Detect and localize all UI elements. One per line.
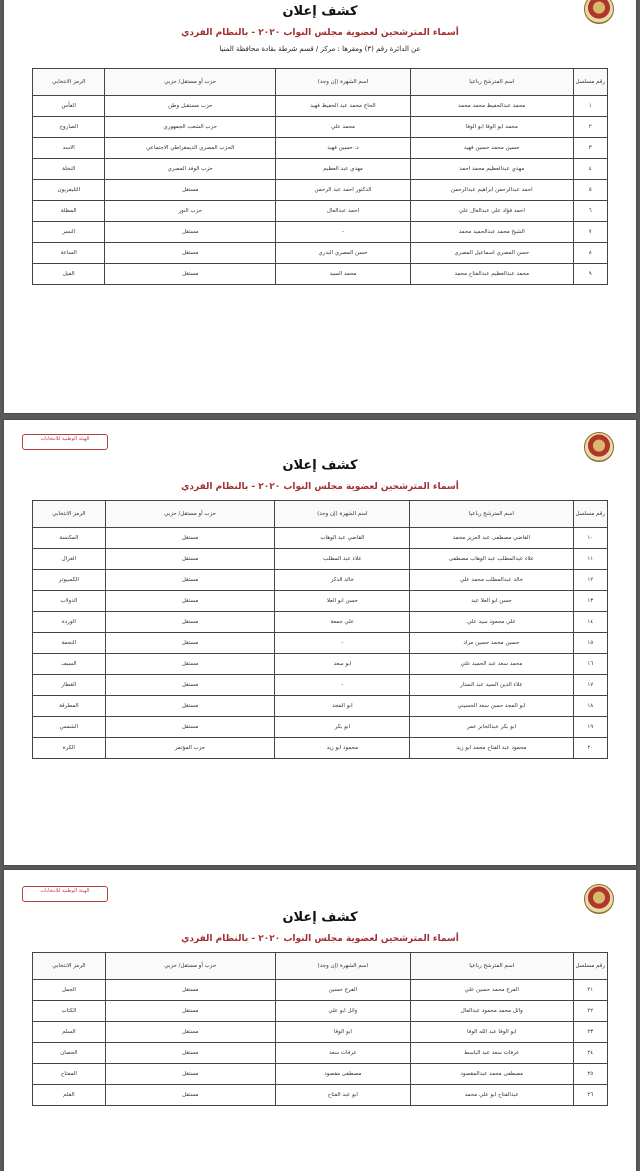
candidate-name-cell: علاء عبدالمطلب عبد الوهاب مصطفى [410,549,573,570]
symbol-header: الرمز الانتخابي [33,953,106,980]
serial-number-cell: ١٤ [573,612,607,633]
symbol-cell: الجمل [33,980,106,1001]
serial-number-cell: ١٥ [573,633,607,654]
party-cell: مستقل [105,717,275,738]
page-title: كشف إعلان [282,458,358,473]
nickname-cell: د. حسين فهيد [275,138,410,159]
party-header: حزب أو مستقل/ حزبي [105,69,275,96]
nickname-cell: ابو بكر [275,717,410,738]
symbol-cell: الكتاب [33,1001,106,1022]
party-cell: مستقل [105,612,275,633]
symbol-cell: الشمس [33,717,106,738]
page-subtitle: أسماء المترشحين لعضوية مجلس النواب ٢٠٢٠ - بالنظام الفردي [181,482,459,492]
symbol-cell: الفيل [33,264,105,285]
symbol-cell: المكنسة [33,528,106,549]
serial-number-cell: ٢٤ [573,1043,607,1064]
serial-number-cell: ٥ [573,180,607,201]
table-row [33,1043,608,1064]
table-row [33,96,608,117]
candidate-name-cell: محمد سعد عبد الحميد علي [410,654,573,675]
candidate-name-header: اسم المترشح رباعيا [410,501,573,528]
symbol-header: الرمز الانتخابي [33,69,105,96]
nickname-cell: القاضي عبد الوهاب [275,528,410,549]
symbol-cell: الغزال [33,549,106,570]
candidate-name-cell: محمد عبدالعظيم عبدالفتاح محمد [411,264,574,285]
candidate-name-cell: مهدي عبدالعظيم محمد احمد [411,159,574,180]
party-cell: مستقل [105,1085,275,1106]
party-cell: مستقل [105,222,275,243]
party-header: حزب أو مستقل/ حزبي [105,953,275,980]
nickname-cell: مصطفى مقصود [275,1064,410,1085]
symbol-cell: النخلة [33,159,105,180]
symbol-cell: الساعة [33,243,105,264]
symbol-cell: النجمة [33,633,106,654]
table-row [33,243,608,264]
serial-number-header: رقم مسلسل [573,501,607,528]
party-cell: مستقل [105,180,275,201]
candidate-name-cell: خالد عبدالمطلب محمد علي [410,570,573,591]
symbol-cell: الوردة [33,612,106,633]
table-body [33,980,608,1106]
candidate-name-cell: الفرج محمد حسين علي [410,980,573,1001]
candidate-name-header: اسم المترشح رباعيا [410,953,573,980]
page-title: كشف إعلان [282,4,358,19]
nickname-cell: احمد عبدالعال [275,201,410,222]
candidate-name-cell: مصطفى محمد عبدالمقصود [410,1064,573,1085]
symbol-cell: الدولاب [33,591,106,612]
serial-number-cell: ٤ [573,159,607,180]
serial-number-cell: ٧ [573,222,607,243]
table-row [33,980,608,1001]
nickname-cell: - [275,222,410,243]
serial-number-cell: ١٠ [573,528,607,549]
party-cell: مستقل [105,243,275,264]
table-row [33,654,608,675]
candidate-name-cell: الشيخ محمد عبدالحميد محمد [411,222,574,243]
table-body [33,96,608,285]
table-body [33,528,608,759]
serial-number-cell: ١٨ [573,696,607,717]
nickname-cell: الدكتور احمد عبد الرحمن [275,180,410,201]
party-cell: مستقل [105,1001,275,1022]
nickname-cell: حسن ابو العلا [275,591,410,612]
nickname-cell: ابو عبد الفتاح [275,1085,410,1106]
table-row [33,1022,608,1043]
table-header [33,953,608,980]
table-row [33,633,608,654]
candidate-name-cell: حسن ابو العلا عيد [410,591,573,612]
nickname-cell: ابو سعد [275,654,410,675]
candidate-name-cell: حسين محمد حسين فهيد [411,138,574,159]
document-page-3 [4,870,636,1171]
table-row [33,717,608,738]
serial-number-cell: ١٩ [573,717,607,738]
candidate-name-cell: حسين محمد حسين مراد [410,633,573,654]
party-cell: مستقل [105,654,275,675]
nickname-header: اسم الشهرة (إن وجد) [275,953,410,980]
table-row [33,201,608,222]
party-cell: حزب الشعب الجمهوري [105,117,275,138]
serial-number-cell: ٣ [573,138,607,159]
nickname-cell: - [275,633,410,654]
serial-number-cell: ١٧ [573,675,607,696]
stamp-label: الهيئة الوطنية للانتخابات [22,886,108,902]
table-row [33,570,608,591]
table-row [33,696,608,717]
table-row [33,117,608,138]
nickname-cell: علي جمعة [275,612,410,633]
party-cell: مستقل [105,696,275,717]
nickname-cell: خالد الدكر [275,570,410,591]
party-cell: مستقل [105,633,275,654]
serial-number-cell: ٢ [573,117,607,138]
party-cell: مستقل [105,980,275,1001]
document-page-2 [4,420,636,865]
serial-number-cell: ١١ [573,549,607,570]
symbol-cell: الكرة [33,738,106,759]
table-row [33,549,608,570]
table-header [33,69,608,96]
candidate-name-cell: احمد عبدالرحمن ابراهيم عبدالرحمن [411,180,574,201]
serial-number-cell: ٢٠ [573,738,607,759]
party-cell: مستقل [105,675,275,696]
document-page-1 [4,0,636,413]
candidates-table [32,500,608,759]
party-cell: مستقل [105,1043,275,1064]
candidate-name-cell: محمد ابو الوفا ابو الوفا [411,117,574,138]
party-cell: مستقل [105,264,275,285]
serial-number-cell: ١٦ [573,654,607,675]
nickname-cell: مهدي عبد العظيم [275,159,410,180]
serial-number-cell: ٢٢ [573,1001,607,1022]
table-row [33,738,608,759]
party-cell: مستقل [105,1022,275,1043]
candidate-name-cell: علي محمود سيد علي [410,612,573,633]
candidate-name-cell: ابو الوفا عبد الله الوفا [410,1022,573,1043]
candidate-name-cell: ابو بكر عبدالجابر عمر [410,717,573,738]
party-cell: حزب الوفد المصري [105,159,275,180]
table-row [33,1064,608,1085]
page-subtitle: أسماء المترشحين لعضوية مجلس النواب ٢٠٢٠ - بالنظام الفردي [181,934,459,944]
symbol-cell: الفأس [33,96,105,117]
symbol-cell: القلم [33,1085,106,1106]
table-header [33,501,608,528]
nickname-cell: الحاج محمد عبد الحفيظ فهيد [275,96,410,117]
party-cell: حزب مستقبل وطن [105,96,275,117]
candidate-name-cell: احمد فؤاد علي عبدالعال علي [411,201,574,222]
candidate-name-cell: عرفات سعد عبد الباسط [410,1043,573,1064]
symbol-cell: النسر [33,222,105,243]
nickname-cell: ابو المجد [275,696,410,717]
symbol-header: الرمز الانتخابي [33,501,106,528]
table-row [33,591,608,612]
symbol-cell: المطرقة [33,696,106,717]
serial-number-cell: ٦ [573,201,607,222]
nickname-header: اسم الشهرة (إن وجد) [275,69,410,96]
candidates-table [32,68,608,285]
table-row [33,675,608,696]
symbol-cell: الاسد [33,138,105,159]
party-cell: مستقل [105,1064,275,1085]
table-row [33,1085,608,1106]
nickname-cell: علاء عبد المطلب [275,549,410,570]
nickname-cell: عرفات سعد [275,1043,410,1064]
serial-number-cell: ٢١ [573,980,607,1001]
serial-number-cell: ٢٣ [573,1022,607,1043]
serial-number-cell: ١٣ [573,591,607,612]
candidate-name-cell: ابو المجد حسن سعد الحسيني [410,696,573,717]
symbol-cell: الحصان [33,1043,106,1064]
serial-number-cell: ١٢ [573,570,607,591]
table-row [33,612,608,633]
symbol-cell: المفتاح [33,1064,106,1085]
table-row [33,222,608,243]
symbol-cell: الكمبيوتر [33,570,106,591]
nickname-cell: محمود ابو زيد [275,738,410,759]
nickname-cell: - [275,675,410,696]
serial-number-cell: ٢٦ [573,1085,607,1106]
symbol-cell: القطار [33,675,106,696]
stamp-label: الهيئة الوطنية للانتخابات [22,434,108,450]
party-cell: الحزب المصري الديمقراطي الاجتماعي [105,138,275,159]
candidate-name-cell: محمد عبدالحفيظ محمد محمد [411,96,574,117]
symbol-cell: السلم [33,1022,106,1043]
party-cell: حزب المؤتمر [105,738,275,759]
page-title: كشف إعلان [282,910,358,925]
party-cell: حزب النور [105,201,275,222]
page-subtitle: أسماء المترشحين لعضوية مجلس النواب ٢٠٢٠ - بالنظام الفردي [181,28,459,38]
serial-number-header: رقم مسلسل [573,69,607,96]
symbol-cell: الصاروخ [33,117,105,138]
symbol-cell: التليفزيون [33,180,105,201]
nickname-cell: وائل ابو علي [275,1001,410,1022]
candidate-name-cell: عبدالفتاح ابو علي محمد [410,1085,573,1106]
serial-number-cell: ١ [573,96,607,117]
serial-number-cell: ٩ [573,264,607,285]
symbol-cell: المظلة [33,201,105,222]
table-row [33,1001,608,1022]
symbol-cell: السيف [33,654,106,675]
table-row [33,264,608,285]
nickname-cell: حسن المصري البدري [275,243,410,264]
party-cell: مستقل [105,591,275,612]
nickname-cell: محمد علي [275,117,410,138]
candidate-name-cell: حسن المصري اسماعيل المصري [411,243,574,264]
candidates-table [32,952,608,1106]
table-row [33,138,608,159]
nickname-header: اسم الشهرة (إن وجد) [275,501,410,528]
serial-number-cell: ٢٥ [573,1064,607,1085]
candidate-name-header: اسم المترشح رباعيا [411,69,574,96]
nickname-cell: الفرج حسين [275,980,410,1001]
district-info: عن الدائرة رقم (٣) ومقرها : مركز / قسم شرطة بقادة محافظة المنيا [219,45,421,53]
table-row [33,528,608,549]
candidate-name-cell: علاء الدين السيد عبد الستار [410,675,573,696]
serial-number-cell: ٨ [573,243,607,264]
table-row [33,159,608,180]
party-header: حزب أو مستقل/ حزبي [105,501,275,528]
candidate-name-cell: القاضي مصطفى عبد العزيز محمد [410,528,573,549]
serial-number-header: رقم مسلسل [573,953,607,980]
party-cell: مستقل [105,528,275,549]
candidate-name-cell: محمود عبد الفتاح محمد ابو زيد [410,738,573,759]
nickname-cell: محمد السيد [275,264,410,285]
candidate-name-cell: وائل محمد محمود عبدالعال [410,1001,573,1022]
table-row [33,180,608,201]
party-cell: مستقل [105,570,275,591]
nickname-cell: ابو الوفا [275,1022,410,1043]
party-cell: مستقل [105,549,275,570]
